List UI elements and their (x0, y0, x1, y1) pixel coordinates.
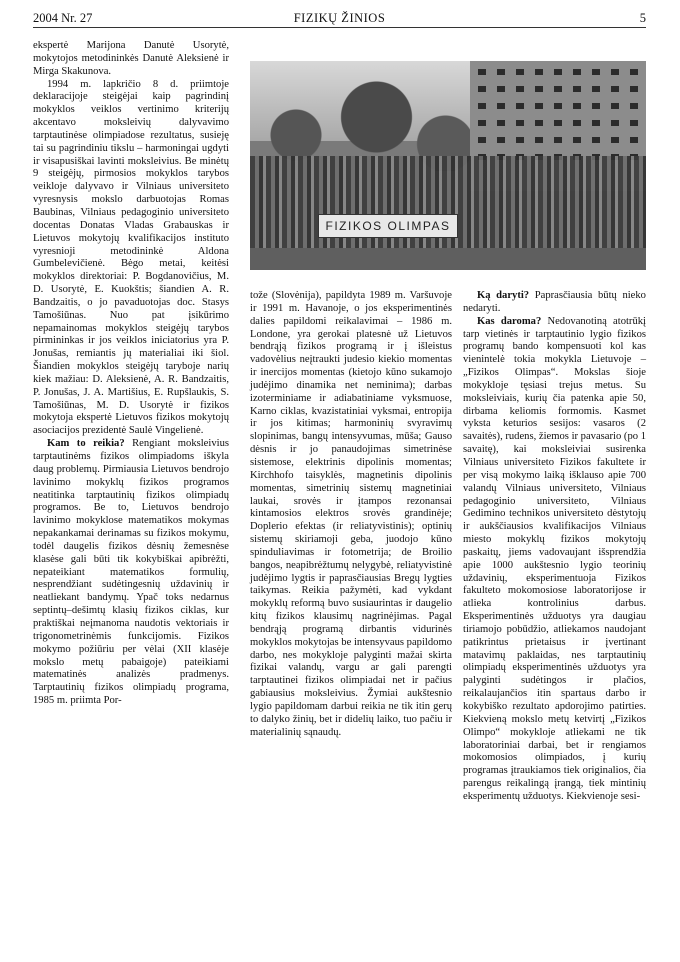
page-header (33, 8, 646, 28)
paragraph-text: Nedovanotiną atotrūkį tarp vietinės ir tarptautinio lygio fizikos programų bando kompensuoti kol kas vienintelė tokia mokykla Lietuvoje – „Fizikos Olimpas“. Mokslas šioje mokykloje tęsiasi trejus metus. Su moksleiviais, kurių čia patenka apie 50, dirbama keliomis formomis. Kasmet vyksta keturios sesijos: vasaros (2 savaitės), rudens, žiemos ir pavasario (po 1 savaitę), kai moksleiviai susirenka Vilniaus universiteto Fizikos fakultete ir per visą mokymo laiką išklauso apie 700 valandų Vilniaus universiteto, Vilniaus pedagoginio universiteto, Vilniaus Gedimino technikos universiteto dėstytojų ir aukščiausios kvalifikacijos Vilniaus miesto mokyklų fizikos mokytojų paskaitų, jiems vadovaujant išsprendžia apie 1000 aukštesnio lygio teorinių uždavinių, eksperimentuoja Fizikos fakulteto mokomosiose laboratorijose ir atlieka kontrolinius darbus. Eksperimentinės užduotys yra daugiau tiriamojo pobūdžio, atliekamos naudojant patikrintus prietaisus ir įvertinant matavimų paklaidas, nes tarptautinių olimpiadų eksperimentinės užduotys yra palyginti sudėtingos ir plačios, reikalaujančios itin spartaus darbo ir kokybiško rezultato apdorojimo patirties. Kiekvieną mokslo metų ketvirtį „Fizikos Olimpo“ mokykloje atliekami ne tik laboratoriniai darbai, bet ir rengiamos mokomosios olimpiados, į kurių programas įtraukiamos tiek originalios, čia parengus reikalingą įrangą, tiek mintinių eksperimentų užduotys. Kiekvienoje sesi- (463, 315, 646, 802)
group-photo (250, 61, 646, 270)
building-window (630, 120, 638, 126)
photo-banner: FIZIKOS OLIMPAS (318, 214, 458, 238)
building-window (478, 86, 486, 92)
building-window (478, 120, 486, 126)
building-window (516, 137, 524, 143)
paragraph: tože (Slovėnija), papildyta 1989 m. Varšuvoje ir 1991 m. Havanoje, o jos eksperimentinės dalies papildomi reikalavimai – 1986 m. Londone, yra gerokai platesnė už Lietuvos bendrąją fizikos programą ir į išleistus vadovėlius neįtraukti judesio kiekio momentas ir inercijos momentas (kietojo kūno sukamojo judėjimo dinamika net neminima); darbas izoterminiame ir adiabatiniame vyksmuose, Karno ciklas, kvazistatiniai vyksmai, entropija ir jos kitimas; harmoninių svyravimų slopinimas, bangų intensyvumas, mūša; Gauso dėsnis ir jo panaudojimas simetrinėse sistemose, elektrinis dipolinis momentas; Kirchhofo taisyklės, magnetinis dipolinis momentas, simetrinių sistemų magnetiniai laukai, srovės ir įtampos rezonansai kintamosios elektros srovės grandinėje; Doplerio efektas (ir reliatyvistinis); optinių sistemų skiriamoji geba, juodojo kūno spinduliavimas ir fotometrija; de Broilio bangos, neapibrėžtumų nelygybė, reliatyvistinė judėjimo lygtis ir paprasčiausias Bregų lygties taikymas. Reikia pažymėti, kad vykdant mokyklų reformą buvo susiaurintas ir daugelio kitų fizikos klausimų nagrinėjimas. Pagal bendrąją programą dirbantis vidurinės mokyklos mokytojas be intensyvaus papildomo darbo, nes mokykloje palyginti mažai skirta fizikai valandų, vargu ar gali parengti tarptautinei fizikos olimpiadai net ir pačius gabiausius moksleivius. Žymiai aukštesnio lygio papildomam darbui reikia ne tik itin gerų to dalyko žinių, bet ir didelių laiko, tuo pačiu ir materialinių sąnaudų. (250, 290, 452, 738)
building-window (478, 103, 486, 109)
building-window (611, 103, 619, 109)
section-lead: Ką daryti? (477, 290, 530, 301)
building-window (592, 120, 600, 126)
paragraph (33, 438, 229, 708)
building-window (478, 69, 486, 75)
section-lead: Kam to reikia? (47, 438, 125, 450)
photo-ground (250, 248, 646, 270)
paragraph: ekspertė Marijona Danutė Usorytė, mokytojos metodininkės Danutė Aleksienė ir Mirga Skakunova. (33, 40, 229, 77)
journal-title: FIZIKŲ ŽINIOS (293, 11, 386, 25)
building-window (573, 120, 581, 126)
building-window (611, 137, 619, 143)
building-window (611, 86, 619, 92)
building-window (516, 86, 524, 92)
building-window (554, 69, 562, 75)
building-window (611, 120, 619, 126)
building-window (592, 86, 600, 92)
column-3 (463, 290, 646, 804)
building-window (516, 69, 524, 75)
section-lead: Kas daroma? (477, 315, 542, 327)
page-number: 5 (639, 11, 646, 25)
building-window (573, 69, 581, 75)
building-window (535, 86, 543, 92)
building-window (554, 120, 562, 126)
issue-label: 2004 Nr. 27 (33, 11, 93, 25)
building-window (573, 86, 581, 92)
building-window (630, 69, 638, 75)
building-window (554, 86, 562, 92)
building-window (535, 69, 543, 75)
building-window (592, 69, 600, 75)
column-1 (33, 40, 229, 708)
building-window (554, 137, 562, 143)
building-window (535, 120, 543, 126)
paragraph-text: Rengiant moksleivius tarptautinėms fizikos olimpiadoms iškyla daug problemų. Pirmiausia Lietuvos bendrojo lavinimo mokyklų fizikos programos neatitinka tarptautinių fizikos olimpiadų programos. Be to, Lietuvos bendrojo lavinimo mokyklose matematikos mokymas nepakankamai derinamas su fizikos mokymu, todėl daugelis fizikos dėsnių žemesnėse klasėse gali būti tik kokybiškai apibrėžti, nepateikiant matematikos formulių, nesprendžiant sudėtingesnių uždavinių ir neatliekant bandymų. Ypač toks nedarnus septintų–dešimtų klasių fizikos ciklas, kur praktiškai neįmanoma naudotis vektoriais ir trigonometrinėmis funkcijomis. Fizikos mokymo požiūriu per vėlai (XII klasėje mokslo metų pabaigoje) pateikiami matematinės analizės pradmenys. Tarptautinių fizikos olimpiadų programa, 1985 m. priimta Por- (33, 438, 229, 707)
building-window (592, 103, 600, 109)
column-2 (250, 290, 452, 740)
building-window (535, 137, 543, 143)
building-window (554, 103, 562, 109)
paragraph (463, 316, 646, 804)
building-window (497, 120, 505, 126)
building-window (497, 137, 505, 143)
building-window (516, 103, 524, 109)
building-window (497, 69, 505, 75)
building-window (573, 137, 581, 143)
building-window (592, 137, 600, 143)
paragraph: 1994 m. lapkričio 8 d. priimtoje deklaracijoje steigėjai kaip pagrindinį mokyklos veiklos vertinimo kriterijų akcentavo moksleivių dalyvavimo tarptautinėse olimpiadose rezultatus, susieję tai su pagrindiniu tikslu – harmoningai ugdyti ir visapusiškai lavinti moksleivius. Be minėtų 9 steigėjų, pirmosios mokyklos tarybos veikloje dalyvavo ir Vilniaus universiteto vyresnysis mokslo darbuotojas Romas Baubinas, Vilniaus pedagoginio universiteto docentas Donatas Vladas Grabauskas ir Lietuvos mokytojų kvalifikacijos instituto vyresnioji metodininkė Aldona Gumbelevičienė. Bėgo metai, keitėsi mokyklos direktoriai: P. Bogdanovičius, M. D. Usorytė, E. Kuokštis; šiandien A. R. Bandzaitis, o jo pavaduotojas doc. Stasys Tamošiūnas. Nuo pat įsikūrimo nepamainomas mokyklos steigėjų tarybos pirmininkas ir jos veiklos iniciatorius yra P. Jonušas, remiantis jų materialiai iki šiol. Šiandien mokyklos steigėjų taryboje narių kiek mažiau: D. Aleksienė, A. R. Bandzaitis, P. Jonušas, J. A. Martišius, E. Rupšlaukis, S. Tamošiūnas, M. D. Usorytė ir fizikos mokytoja ekspertė Lietuvos fizikos mokytojų asociacijos prezidentė Saulė Vingelienė. (33, 78, 229, 437)
building-window (630, 86, 638, 92)
paragraph-text: Paprasčiausia būtų nieko nedaryti. (463, 290, 646, 314)
building-window (630, 137, 638, 143)
building-window (611, 69, 619, 75)
building-window (573, 103, 581, 109)
building-window (535, 103, 543, 109)
building-window (497, 86, 505, 92)
paragraph (463, 290, 646, 316)
header-rule (33, 27, 646, 28)
building-window (478, 137, 486, 143)
building-window (630, 103, 638, 109)
building-window (497, 103, 505, 109)
building-window (516, 120, 524, 126)
